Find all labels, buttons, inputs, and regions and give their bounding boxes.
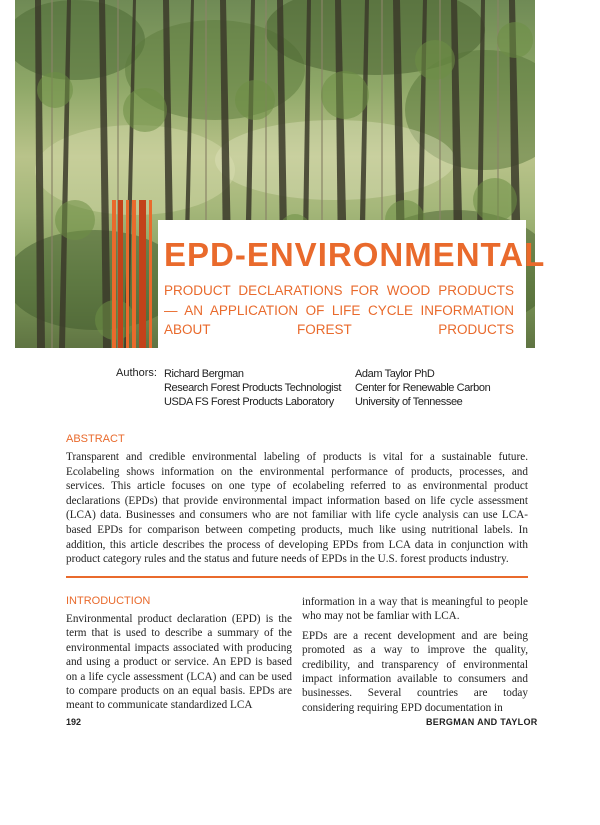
decorative-stripe <box>126 200 129 348</box>
decorative-stripe <box>112 200 116 348</box>
decorative-stripe <box>132 200 136 348</box>
article-title: EPD-ENVIRONMENTAL <box>164 236 546 273</box>
paragraph: EPDs are a recent development and are being promoted as a way to improve the quality, credibility, and transparency of environmental impact information available to consumers and businesses. Several countries are today considering requiring EPD documentation in <box>302 629 528 714</box>
author-name: Richard Bergman <box>164 368 244 380</box>
abstract-heading: ABSTRACT <box>66 433 125 445</box>
body-column-right <box>302 595 528 720</box>
body-column-left <box>66 612 292 718</box>
page-number: 192 <box>66 717 82 727</box>
author-title: Research Forest Products Technologist <box>164 382 341 394</box>
decorative-stripe <box>118 200 123 348</box>
introduction-heading: INTRODUCTION <box>66 595 151 607</box>
article-subtitle: PRODUCT DECLARATIONS FOR WOOD PRODUCTS — AN APPLICATION OF LIFE CYCLE INFORMATION ABOUT FOREST PRODUCTS <box>164 283 514 337</box>
author-title: Center for Renewable Carbon <box>355 382 491 394</box>
running-head: BERGMAN AND TAYLOR <box>426 717 538 727</box>
decorative-stripe <box>149 200 152 348</box>
author-bergman <box>164 367 341 409</box>
author-affiliation: University of Tennessee <box>355 396 463 408</box>
abstract-text: Transparent and credible environmental labeling of products is vital for a sustainable future. Ecolabeling shows information on the environmental performance of products, processes, and services. This article focuses on one type of ecolabeling referred to as environmental product declarations (EPDs) that provide environmental impact information based on life cycle assessment (LCA) data. Businesses and consumers who are not familiar with life cycle analysis can use LCA-based EPDs for comparison between competing products, much like using nutritional labels. In addition, this article describes the process of developing EPDs from LCA data in conjunction with product category rules and the status and future needs of EPDs in the U.S. forest products industry. <box>66 451 528 566</box>
paragraph: information in a way that is meaningful to people who may not be famliar with LCA. <box>302 596 528 623</box>
author-name: Adam Taylor PhD <box>355 368 435 380</box>
section-divider <box>66 576 528 578</box>
author-affiliation: USDA FS Forest Products Laboratory <box>164 396 334 408</box>
authors-label: Authors: <box>116 367 157 379</box>
author-taylor <box>355 367 490 409</box>
paragraph: Environmental product declaration (EPD) is the term that is used to describe a summary of the environmental impacts associated with producing and using a product or service. An EPD is based on a life cycle assessment (LCA) and can be used to compare products on an equal basis. EPDs are meant to communicate standardized LCA <box>66 613 292 712</box>
decorative-stripe <box>139 200 146 348</box>
